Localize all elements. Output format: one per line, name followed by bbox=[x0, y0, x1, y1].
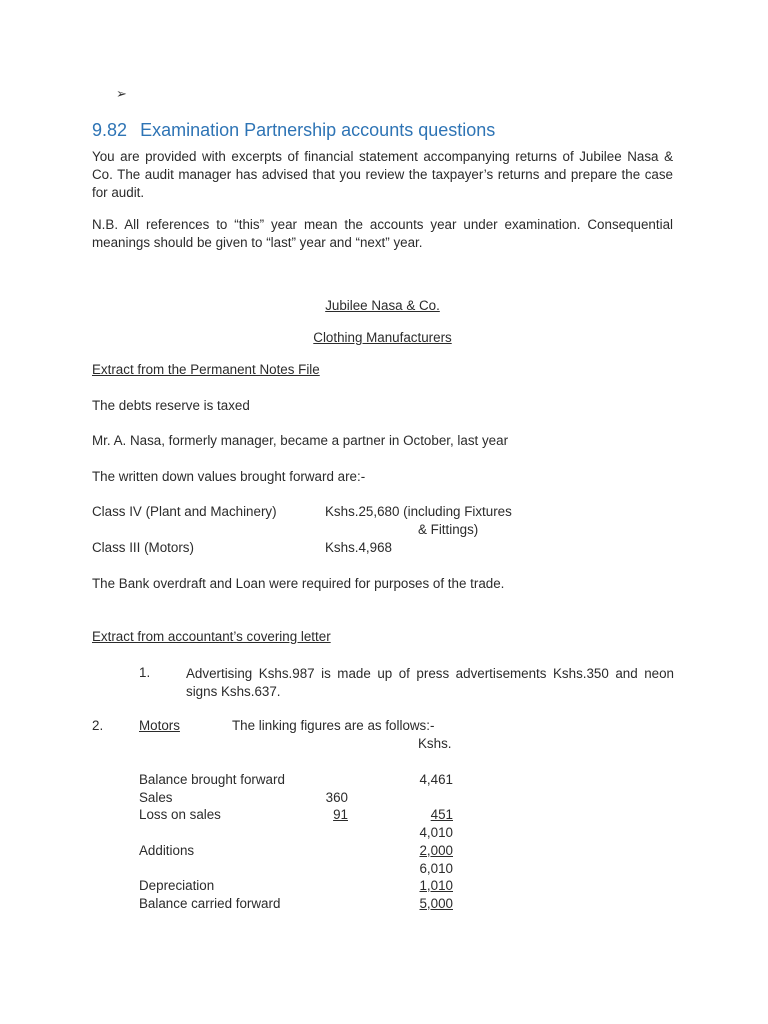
nb-paragraph: N.B. All references to “this” year mean the accounts year under examination. Consequential meanings should be given to “last” year and “next” year. bbox=[92, 217, 673, 250]
bcf-value: 5,000 bbox=[419, 896, 453, 911]
heading-title: Examination Partnership accounts questions bbox=[140, 120, 496, 140]
bcf-label: Balance carried forward bbox=[139, 896, 281, 911]
section-heading bbox=[92, 120, 495, 141]
bbf-value: 4,461 bbox=[419, 772, 453, 787]
heading-number: 9.82 bbox=[92, 120, 128, 140]
loss-total: 451 bbox=[430, 807, 453, 822]
class4-note: & Fittings) bbox=[418, 522, 479, 537]
overdraft-note: The Bank overdraft and Loan were required for purposes of the trade. bbox=[92, 576, 505, 591]
item2-label: Motors bbox=[139, 718, 180, 733]
wdv-note: The written down values brought forward are:- bbox=[92, 469, 366, 484]
debts-reserve-note: The debts reserve is taxed bbox=[92, 398, 250, 413]
sales-value: 360 bbox=[325, 790, 348, 805]
intro-paragraph: You are provided with excerpts of financial statement accompanying returns of Jubilee Nasa & Co. The audit manager has advised that you review the taxpayer’s returns and prepare the case for audit. bbox=[92, 149, 673, 200]
loss-label: Loss on sales bbox=[139, 807, 221, 822]
arrow-bullet-icon: ➢ bbox=[116, 86, 127, 101]
item1-number: 1. bbox=[139, 665, 151, 680]
additions-value: 2,000 bbox=[419, 843, 453, 858]
subtotal-2: 6,010 bbox=[419, 861, 453, 876]
currency-header: Kshs. bbox=[418, 736, 452, 751]
class3-label: Class III (Motors) bbox=[92, 540, 194, 555]
item1-text: Advertising Kshs.987 is made up of press advertisements Kshs.350 and neon signs Kshs.637. bbox=[186, 666, 674, 699]
additions-label: Additions bbox=[139, 843, 195, 858]
class4-value: Kshs.25,680 (including Fixtures bbox=[325, 504, 512, 519]
company-name: Jubilee Nasa & Co. bbox=[325, 298, 440, 313]
item2-number: 2. bbox=[92, 718, 104, 733]
bbf-label: Balance brought forward bbox=[139, 772, 285, 787]
class4-label: Class IV (Plant and Machinery) bbox=[92, 504, 277, 519]
class3-value: Kshs.4,968 bbox=[325, 540, 392, 555]
covering-letter-title: Extract from accountant’s covering letter bbox=[92, 629, 331, 644]
partner-note: Mr. A. Nasa, formerly manager, became a partner in October, last year bbox=[92, 433, 509, 448]
permanent-notes-title: Extract from the Permanent Notes File bbox=[92, 362, 320, 377]
subtotal-1: 4,010 bbox=[419, 825, 453, 840]
depreciation-label: Depreciation bbox=[139, 878, 215, 893]
depreciation-value: 1,010 bbox=[419, 878, 453, 893]
loss-value: 91 bbox=[333, 807, 348, 822]
item2-text: The linking figures are as follows:- bbox=[232, 718, 435, 733]
company-business: Clothing Manufacturers bbox=[313, 330, 452, 345]
sales-label: Sales bbox=[139, 790, 173, 805]
